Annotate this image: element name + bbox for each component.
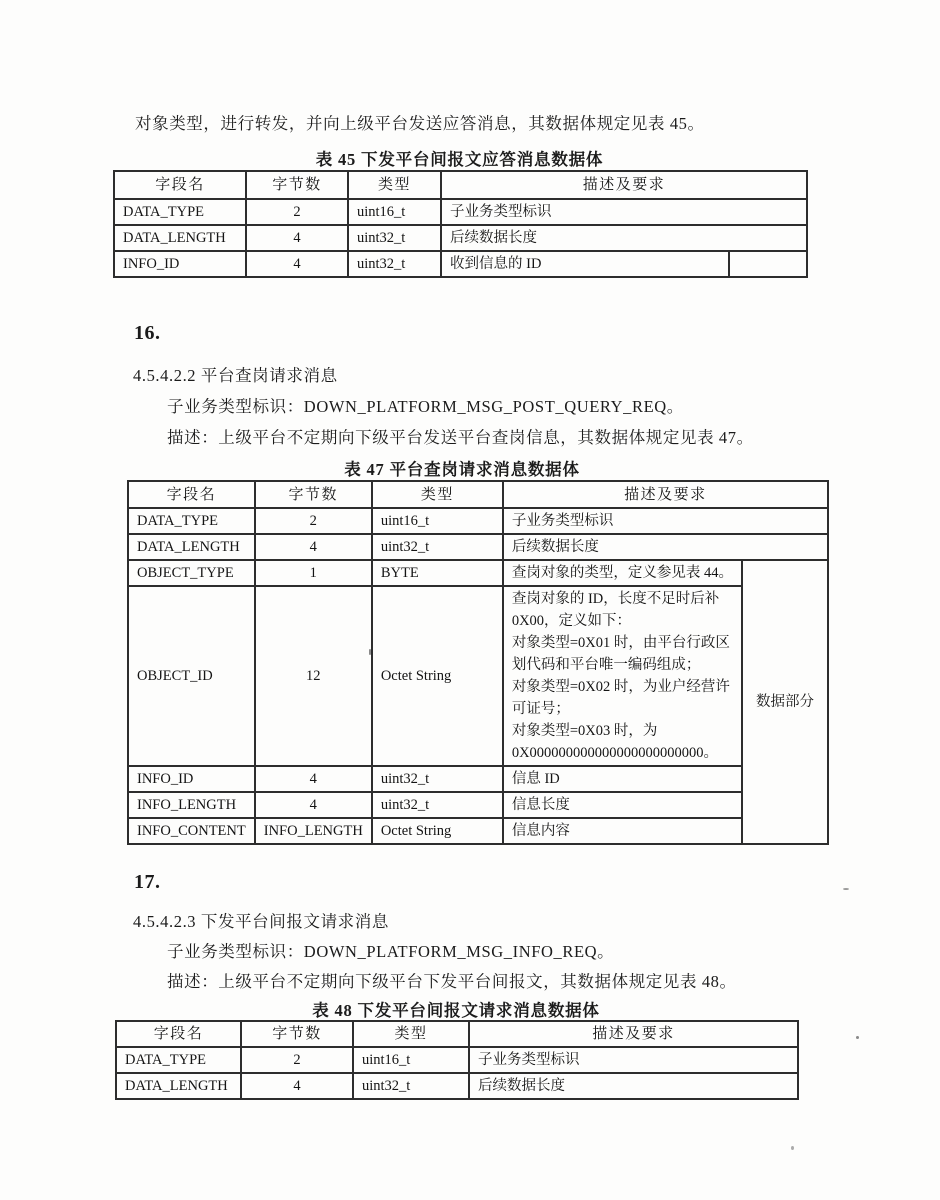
type-cell: uint32_t (348, 225, 441, 251)
description-cell: 信息 ID (503, 766, 742, 792)
section-16-number: 16. (134, 322, 161, 344)
type-cell: Octet String (372, 818, 503, 844)
col-header-type: 类型 (372, 481, 503, 508)
section-16-description-line: 描述：上级平台不定期向下级平台发送平台查岗信息，其数据体规定见表 47。 (167, 428, 754, 447)
section-17-subtype-line: 子业务类型标识：DOWN_PLATFORM_MSG_INFO_REQ。 (167, 942, 615, 961)
section-17-number: 17. (134, 871, 161, 893)
description-cell: 后续数据长度 (503, 534, 828, 560)
table-45 (113, 170, 808, 278)
field-name-cell: INFO_CONTENT (128, 818, 255, 844)
table-48-platform-msg-info-req-body (115, 1020, 799, 1100)
table-47 (127, 480, 829, 845)
description-cell: 后续数据长度 (469, 1073, 798, 1099)
byte-count-cell: 4 (255, 766, 372, 792)
byte-count-cell: 2 (255, 508, 372, 534)
col-header-type: 类型 (348, 171, 441, 199)
field-name-cell: DATA_LENGTH (116, 1073, 241, 1099)
field-name-cell: DATA_LENGTH (128, 534, 255, 560)
description-cell: 子业务类型标识 (469, 1047, 798, 1073)
description-cell: 子业务类型标识 (441, 199, 807, 225)
type-cell: Octet String (372, 586, 503, 766)
col-header-type: 类型 (353, 1021, 469, 1047)
empty-cell (729, 251, 807, 277)
table-48 (115, 1020, 799, 1100)
intro-paragraph: 对象类型，进行转发，并向上级平台发送应答消息，其数据体规定见表 45。 (135, 114, 705, 133)
byte-count-cell: 4 (246, 225, 348, 251)
type-cell: uint32_t (372, 792, 503, 818)
scan-artifact (369, 649, 371, 655)
field-name-cell: INFO_ID (114, 251, 246, 277)
field-name-cell: INFO_ID (128, 766, 255, 792)
description-cell: 收到信息的 ID (441, 251, 729, 277)
table-47-platform-post-query-req-body (127, 480, 829, 845)
col-header-byte-count: 字节数 (246, 171, 348, 199)
section-17-clause-heading: 4.5.4.2.3 下发平台间报文请求消息 (133, 912, 389, 931)
col-header-description: 描述及要求 (441, 171, 807, 199)
byte-count-cell: 4 (255, 792, 372, 818)
field-name-cell: DATA_LENGTH (114, 225, 246, 251)
description-cell: 查岗对象的类型，定义参见表 44。 (503, 560, 742, 586)
byte-count-cell: 2 (241, 1047, 353, 1073)
description-cell: 后续数据长度 (441, 225, 807, 251)
byte-count-cell: 4 (246, 251, 348, 277)
field-name-cell: DATA_TYPE (128, 508, 255, 534)
table-45-platform-msg-ack-body (113, 170, 808, 278)
type-cell: uint16_t (353, 1047, 469, 1073)
section-16-subtype-line: 子业务类型标识：DOWN_PLATFORM_MSG_POST_QUERY_REQ。 (167, 397, 684, 416)
byte-count-cell: INFO_LENGTH (255, 818, 372, 844)
description-cell: 子业务类型标识 (503, 508, 828, 534)
description-cell: 信息内容 (503, 818, 742, 844)
byte-count-cell: 4 (255, 534, 372, 560)
byte-count-cell: 12 (255, 586, 372, 766)
type-cell: uint32_t (372, 766, 503, 792)
col-header-description: 描述及要求 (469, 1021, 798, 1047)
scan-artifact (843, 888, 849, 890)
field-name-cell: DATA_TYPE (114, 199, 246, 225)
type-cell: uint32_t (348, 251, 441, 277)
type-cell: uint32_t (353, 1073, 469, 1099)
field-name-cell: INFO_LENGTH (128, 792, 255, 818)
data-part-span-cell: 数据部分 (742, 560, 828, 844)
field-name-cell: OBJECT_ID (128, 586, 255, 766)
type-cell: BYTE (372, 560, 503, 586)
byte-count-cell: 2 (246, 199, 348, 225)
table-47-caption: 表 47 平台查岗请求消息数据体 (344, 460, 580, 479)
description-cell: 查岗对象的 ID，长度不足时后补 0X00，定义如下： 对象类型=0X01 时，由平台行政区 划代码和平台唯一编码组成； 对象类型=0X02 时，为业户经营许 可证号； 对象类型=0X03 时，为 0X000000000000000000000000。 (503, 586, 742, 766)
scan-artifact (791, 1146, 794, 1150)
byte-count-cell: 4 (241, 1073, 353, 1099)
scan-artifact (856, 1036, 859, 1039)
col-header-field-name: 字段名 (128, 481, 255, 508)
byte-count-cell: 1 (255, 560, 372, 586)
type-cell: uint16_t (348, 199, 441, 225)
description-cell: 信息长度 (503, 792, 742, 818)
section-16-clause-heading: 4.5.4.2.2 平台查岗请求消息 (133, 366, 338, 385)
col-header-field-name: 字段名 (114, 171, 246, 199)
type-cell: uint32_t (372, 534, 503, 560)
col-header-description: 描述及要求 (503, 481, 828, 508)
col-header-byte-count: 字节数 (255, 481, 372, 508)
col-header-byte-count: 字节数 (241, 1021, 353, 1047)
section-17-description-line: 描述：上级平台不定期向下级平台下发平台间报文，其数据体规定见表 48。 (167, 972, 737, 991)
field-name-cell: DATA_TYPE (116, 1047, 241, 1073)
type-cell: uint16_t (372, 508, 503, 534)
table-45-caption: 表 45 下发平台间报文应答消息数据体 (315, 150, 604, 169)
table-48-caption: 表 48 下发平台间报文请求消息数据体 (312, 1001, 600, 1020)
col-header-field-name: 字段名 (116, 1021, 241, 1047)
field-name-cell: OBJECT_TYPE (128, 560, 255, 586)
